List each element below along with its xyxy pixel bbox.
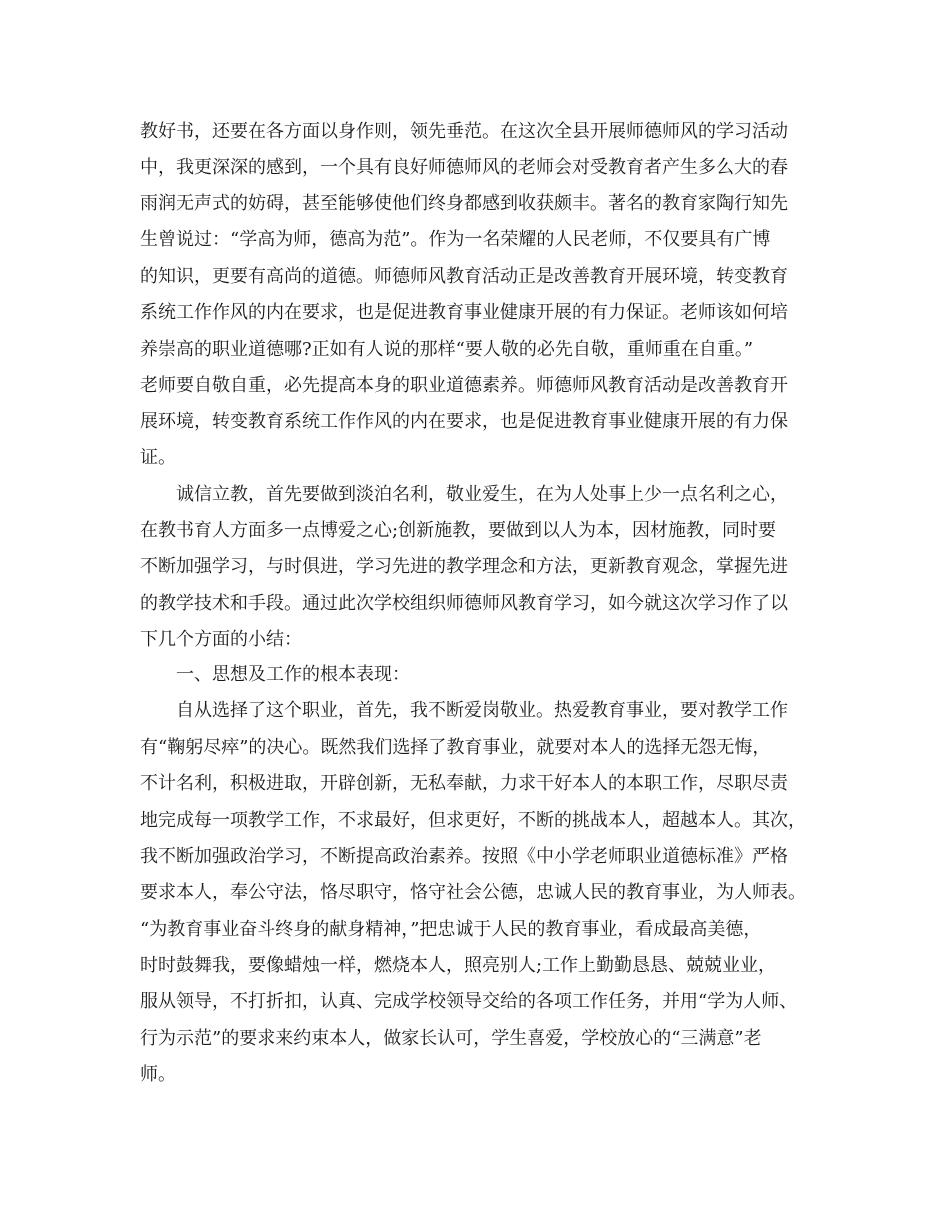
text-line: 服从领导，不打折扣，认真、完成学校领导交给的各项工作任务，并用“学为人师、 (140, 991, 798, 1012)
text-line: 证。 (140, 447, 176, 468)
text-line: 养崇高的职业道德哪?正如有人说的那样“要人敬的必先自敬，重师重在自重。” (140, 339, 754, 360)
text-line: 老师要自敬自重，必先提高本身的职业道德素养。师德师风教育活动是改善教育开 (140, 375, 788, 396)
text-line: 中，我更深深的感到，一个具有良好师德师风的老师会对受教育者产生多么大的春 (140, 157, 788, 178)
text-line: 诚信立教，首先要做到淡泊名利，敬业爱生，在为人处事上少一点名利之心， (176, 484, 788, 505)
section-heading: 一、思想及工作的根本表现： (176, 664, 410, 685)
text-line: 不断加强学习，与时俱进，学习先进的教学理念和方法，更新教育观念，掌握先进 (140, 556, 788, 577)
text-line: 行为示范”的要求来约束本人，做家长认可，学生喜爱，学校放心的“三满意”老 (140, 1028, 762, 1049)
text-line: 地完成每一项教学工作，不求最好，但求更好，不断的挑战本人，超越本人。其次， (140, 810, 806, 831)
text-line: 时时鼓舞我，要像蜡烛一样，燃烧本人，照亮别人;工作上勤勤恳恳、兢兢业业， (140, 955, 777, 976)
text-line: 的知识，更要有高尚的道德。师德师风教育活动正是改善教育开展环境，转变教育 (140, 266, 788, 287)
text-line: 展环境，转变教育系统工作作风的内在要求，也是促进教育事业健康开展的有力保 (140, 411, 788, 432)
text-line: 系统工作作风的内在要求，也是促进教育事业健康开展的有力保证。老师该如何培 (140, 302, 788, 323)
text-line: 我不断加强政治学习，不断提高政治素养。按照《中小学老师职业道德标准》严格 (140, 846, 788, 867)
text-line: 教好书，还要在各方面以身作则，领先垂范。在这次全县开展师德师风的学习活动 (140, 121, 788, 142)
text-line: 不计名利，积极进取，开辟创新，无私奉献，力求干好本人的本职工作，尽职尽责 (140, 773, 788, 794)
text-line: 师。 (140, 1064, 176, 1085)
text-line: 要求本人，奉公守法，恪尽职守，恪守社会公德，忠诚人民的教育事业，为人师表。 (140, 882, 806, 903)
text-line: 下几个方面的小结： (140, 629, 302, 650)
text-line: 在教书育人方面多一点博爱之心;创新施教，要做到以人为本，因材施教，同时要 (140, 520, 777, 541)
text-line: 雨润无声式的妨碍，甚至能够使他们终身都感到收获颇丰。著名的教育家陶行知先 (140, 193, 788, 214)
text-line: 自从选择了这个职业，首先，我不断爱岗敬业。热爱教育事业，要对教学工作 (176, 700, 788, 721)
text-line: 有“鞠躬尽瘁”的决心。既然我们选择了教育事业，就要对本人的选择无怨无悔， (140, 737, 771, 758)
text-line: 生曾说过：“学高为师，德高为范”。作为一名荣耀的人民老师，不仅要具有广博 (140, 229, 771, 250)
text-line: 的教学技术和手段。通过此次学校组织师德师风教育学习，如今就这次学习作了以 (140, 593, 788, 614)
text-line: “为教育事业奋斗终身的献身精神，”把忠诚于人民的教育事业，看成最高美德， (140, 919, 762, 940)
